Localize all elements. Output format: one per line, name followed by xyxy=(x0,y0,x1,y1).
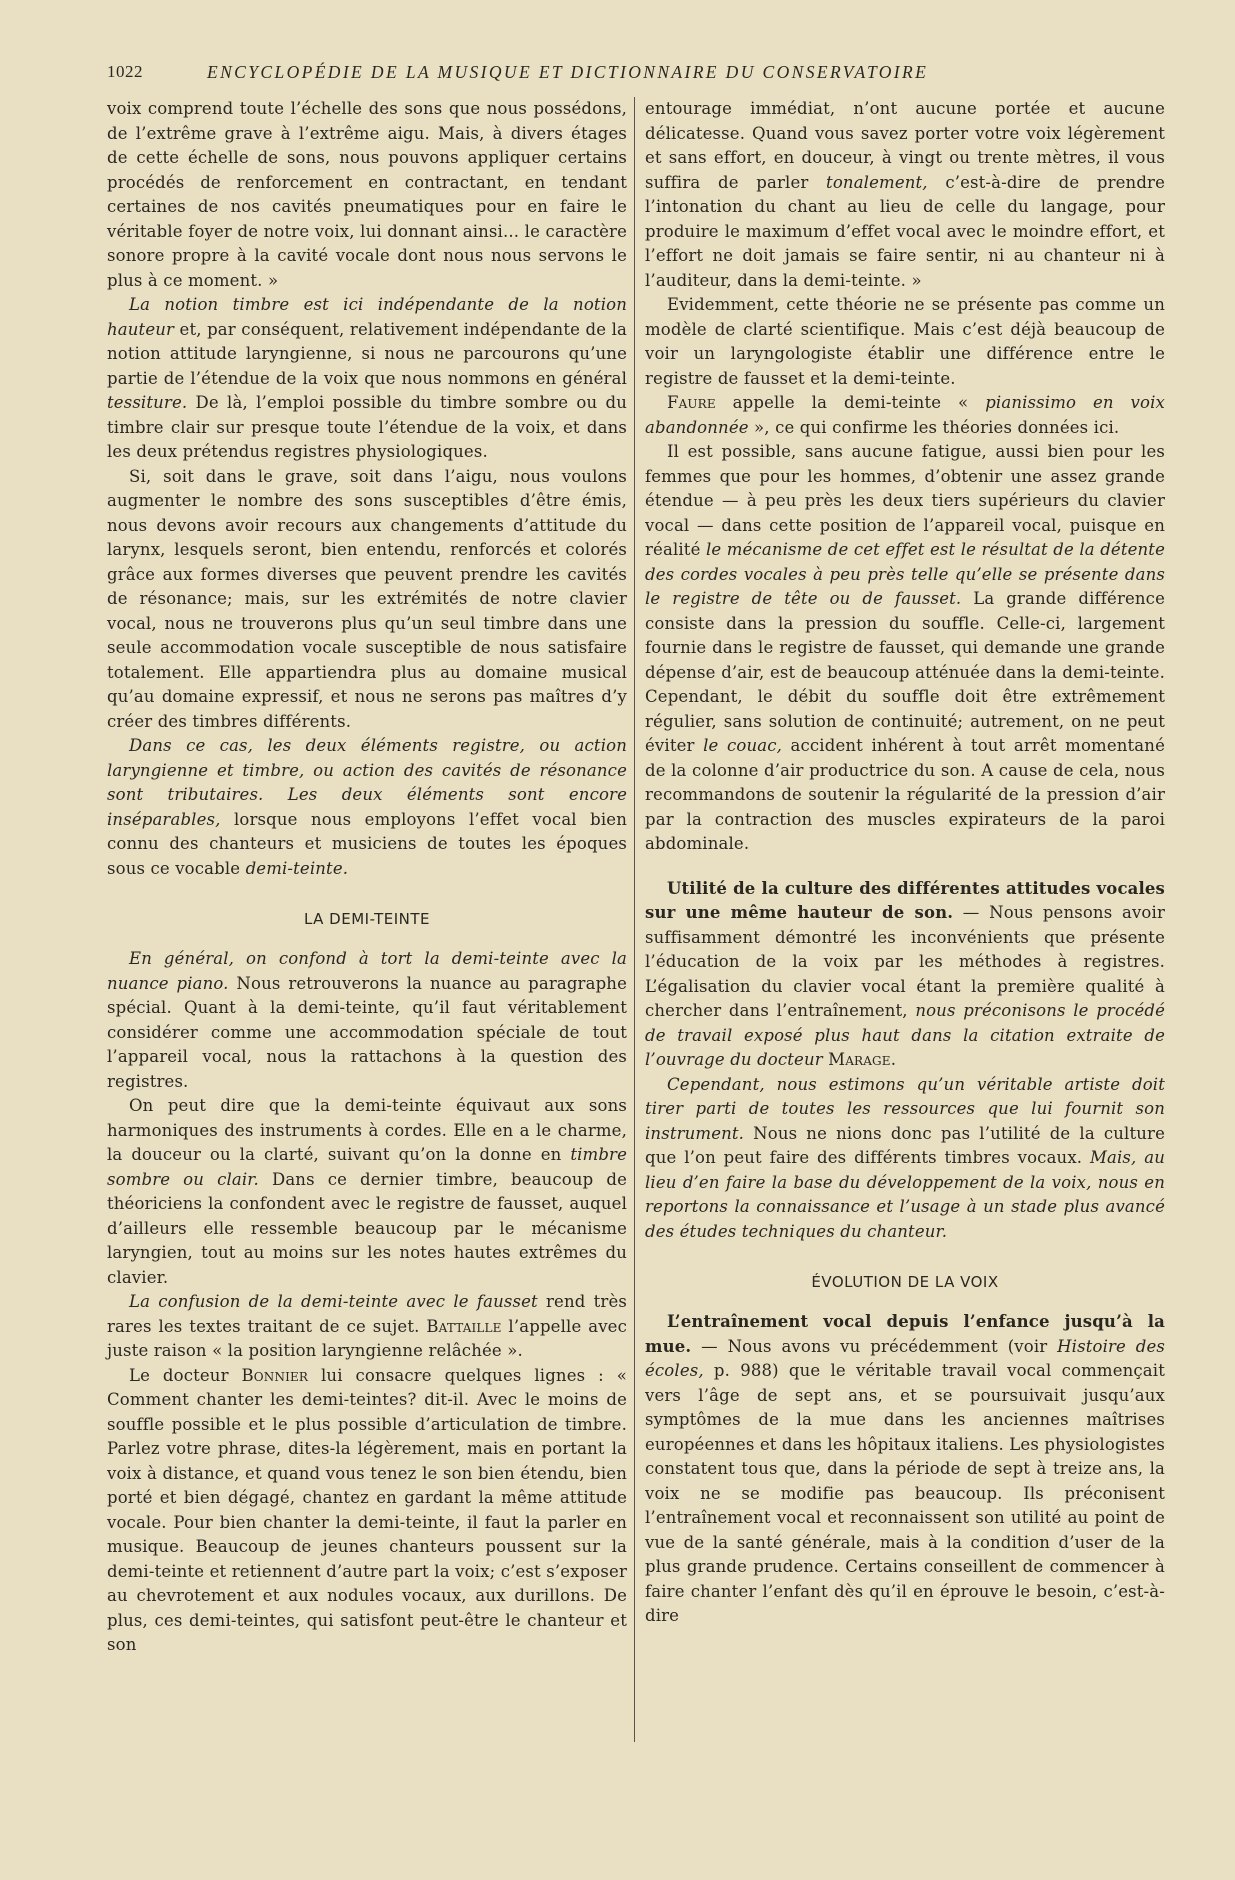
page-header xyxy=(107,60,1167,90)
paragraph: La notion timbre est ici indépendante de la notion hauteur et, par conséquent, relativement indépendante de la notion attitude laryngienne, si nous ne parcourons qu’une partie de l’étendue de la voix que nous nommons en général tessiture. De là, l’emploi possible du timbre sombre ou du timbre clair sur presque toute l’étendue de la voix, et dans les deux prétendus registres physiologiques. xyxy=(107,295,627,461)
paragraph: Dans ce cas, les deux éléments registre, ou action laryngienne et timbre, ou action des cavités de résonance sont tributaires. Les deux éléments sont encore inséparables, lorsque nous employons l’effet vocal bien connu des chanteurs et musiciens de toutes les époques sous ce vocable demi-teinte. xyxy=(107,736,627,878)
paragraph: Evidemment, cette théorie ne se présente pas comme un modèle de clarté scientifique. Mais c’est déjà beaucoup de voir un laryngologiste établir une différence entre le registre de fausset et la demi-teinte. xyxy=(645,295,1165,388)
section-heading: LA DEMI-TEINTE xyxy=(303,910,431,928)
paragraph: Il est possible, sans aucune fatigue, aussi bien pour les femmes que pour les hommes, d’obtenir une assez grande étendue — à peu près les deux tiers supérieurs du clavier vocal — dans cette position de l’appareil vocal, puisque en réalité le mécanisme de cet effet est le résultat de la détente des cordes vocales à peu près telle qu’elle se présente dans le registre de tête ou de fausset. La grande différence consiste dans la pression du souffle. Celle-ci, largement fournie dans le registre de fausset, qui demande une grande dépense d’air, est de beaucoup atténuée dans la demi-teinte. Cependant, le débit du souffle doit être extrêmement régulier, sans solution de continuité; autrement, on ne peut éviter le couac, accident inhérent à tout arrêt momentané de la colonne d’air productrice du son. A cause de cela, nous recommandons de soutenir la régularité de la pression d’air par la contraction des muscles expirateurs de la paroi abdominale. xyxy=(645,442,1165,853)
paragraph: On peut dire que la demi-teinte équivaut aux sons harmoniques des instruments à cordes. Elle en a le charme, la douceur ou la clarté, suivant qu’on la donne en timbre sombre ou clair. Dans ce dernier timbre, beaucoup de théoriciens la confondent avec le registre de fausset, auquel d’ailleurs elle ressemble beaucoup par le mécanisme laryngien, tout au moins sur les notes hautes extrêmes du clavier. xyxy=(107,1096,627,1287)
page-number: 1022 xyxy=(107,62,143,81)
column-divider xyxy=(634,97,635,1742)
left-column xyxy=(107,97,627,1658)
paragraph: voix comprend toute l’échelle des sons que nous possédons, de l’extrême grave à l’extrême aigu. Mais, à divers étages de cette échelle de sons, nous pouvons appliquer certains procédés de renforcement en contractant, en tendant certaines de nos cavités pneumatiques pour en faire le véritable foyer de notre voix, lui donnant ainsi... le caractère sonore propre à la cavité vocale dont nous nous servons le plus à ce moment. » xyxy=(107,99,627,290)
section-heading: ÉVOLUTION DE LA VOIX xyxy=(811,1273,999,1291)
paragraph: Utilité de la culture des différentes attitudes vocales sur une même hauteur de son. — Nous pensons avoir suffisamment démontré les inconvénients que présente l’éducation de la voix par les méthodes à registres. L’égalisation du clavier vocal étant la première qualité à chercher dans l’entraînement, nous préconisons le procédé de travail exposé plus haut dans la citation extraite de l’ouvrage du docteur Marage. xyxy=(645,878,1165,1069)
running-title: ENCYCLOPÉDIE DE LA MUSIQUE ET DICTIONNAIRE DU CONSERVATOIRE xyxy=(207,62,929,82)
paragraph: En général, on confond à tort la demi-teinte avec la nuance piano. Nous retrouverons la nuance au paragraphe spécial. Quant à la demi-teinte, qu’il faut véritablement considérer comme une accommodation spéciale de tout l’appareil vocal, nous la rattachons à la question des registres. xyxy=(107,949,627,1091)
paragraph: L’entraînement vocal depuis l’enfance jusqu’à la mue. — Nous avons vu précédemment (voir Histoire des écoles, p. 988) que le véritable travail vocal commençait vers l’âge de sept ans, et se poursuivait jusqu’aux symptômes de la mue dans les anciennes maîtrises européennes et dans les hôpitaux italiens. Les physiologistes constatent tous que, dans la période de sept à treize ans, la voix ne se modifie pas beaucoup. Ils préconisent l’entraînement vocal et reconnaissent son utilité au point de vue de la santé générale, mais à la condition d’user de la plus grande prudence. Certains conseillent de commencer à faire chanter l’enfant dès qu’il en éprouve le besoin, c’est-à-dire xyxy=(645,1312,1166,1625)
paragraph: Le docteur Bonnier lui consacre quelques lignes : « Comment chanter les demi-teintes? dit-il. Avec le moins de souffle possible et le plus possible d’articulation de timbre. Parlez votre phrase, dites-la légèrement, mais en portant la voix à distance, et quand vous tenez le son bien étendu, bien porté et bien dégagé, chantez en gardant la même attitude vocale. Pour bien chanter la demi-teinte, il faut la parler en musique. Beaucoup de jeunes chanteurs poussent sur la demi-teinte et retiennent d’autre part la voix; c’est s’exposer au chevrotement et aux nodules vocaux, aux durillons. De plus, ces demi-teintes, qui satisfont peut-être le chanteur et son xyxy=(107,1365,627,1654)
paragraph: Si, soit dans le grave, soit dans l’aigu, nous voulons augmenter le nombre des sons susceptibles d’être émis, nous devons avoir recours aux changements d’attitude du larynx, lesquels seront, bien entendu, renforcés et colorés grâce aux formes diverses que peuvent prendre les cavités de résonance; mais, sur les extrémités de notre clavier vocal, nous ne trouverons plus qu’un seul timbre dans une seule accommodation vocale susceptible de nous satisfaire totalement. Elle appartiendra plus au domaine musical qu’au domaine expressif, et nous ne serons pas maîtres d’y créer des timbres différents. xyxy=(107,466,627,731)
right-column xyxy=(645,97,1165,1629)
paragraph: La confusion de la demi-teinte avec le fausset rend très rares les textes traitant de ce sujet. Battaille l’appelle avec juste raison « la position laryngienne relâchée ». xyxy=(107,1292,627,1360)
paragraph: Cependant, nous estimons qu’un véritable artiste doit tirer parti de toutes les ressources que lui fournit son instrument. Nous ne nions donc pas l’utilité de la culture que l’on peut faire des différents timbres vocaux. Mais, au lieu d’en faire la base du développement de la voix, nous en reportons la connaissance et l’usage à un stade plus avancé des études techniques du chanteur. xyxy=(645,1074,1165,1241)
paragraph: entourage immédiat, n’ont aucune portée et aucune délicatesse. Quand vous savez porter votre voix légèrement et sans effort, en douceur, à vingt ou trente mètres, il vous suffira de parler tonalement, c’est-à-dire de prendre l’intonation du chant au lieu de celle du langage, pour produire le maximum d’effet vocal avec le moindre effort, et l’effort ne doit jamais se faire sentir, ni au chanteur ni à l’auditeur, dans la demi-teinte. » xyxy=(645,99,1165,290)
paragraph: Faure appelle la demi-teinte « pianissimo en voix abandonnée », ce qui confirme les théories données ici. xyxy=(645,393,1165,437)
